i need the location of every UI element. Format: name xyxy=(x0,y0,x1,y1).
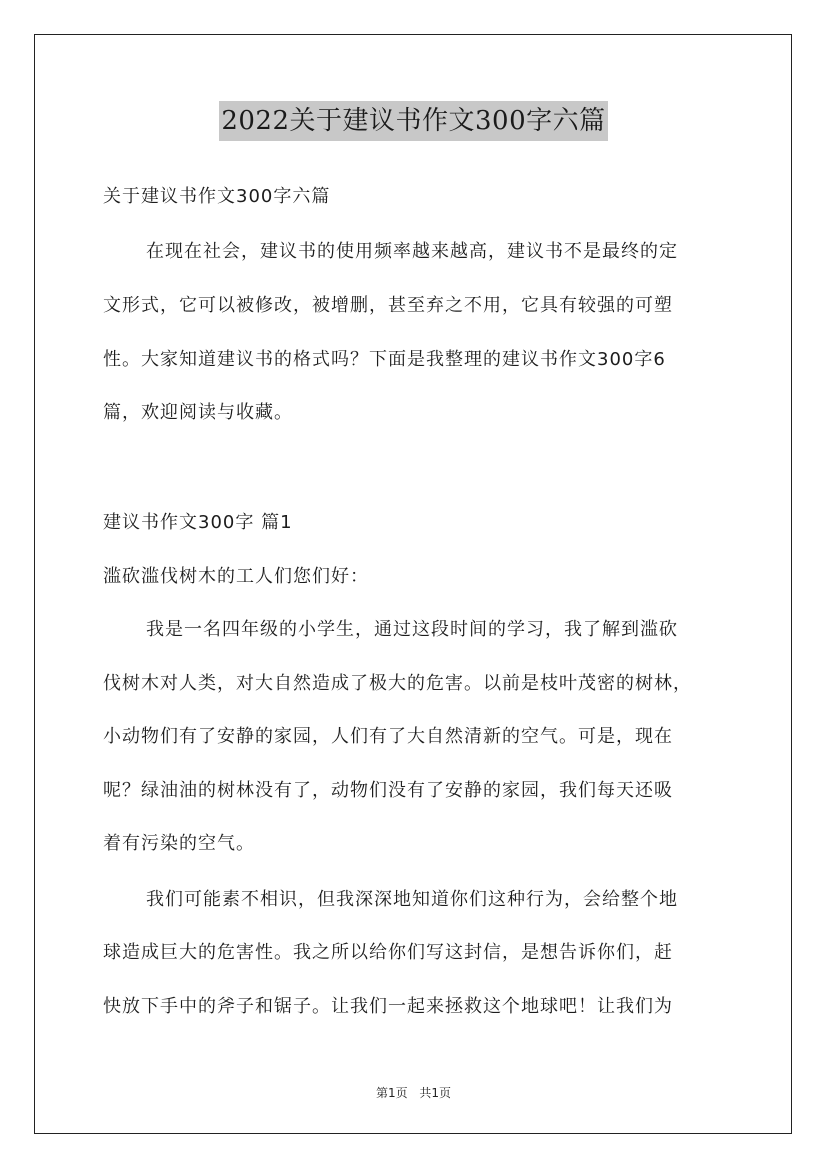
document-subtitle: 关于建议书作文300字六篇 xyxy=(103,186,331,207)
document-title: 2022关于建议书作文300字六篇 xyxy=(219,101,607,141)
intro-line: 性。大家知道建议书的格式吗？下面是我整理的建议书作文300字6 xyxy=(103,349,666,370)
page-total: 共1页 xyxy=(419,1086,452,1100)
section-heading: 建议书作文300字 篇1 xyxy=(103,512,293,533)
page-footer xyxy=(0,1084,827,1101)
intro-line: 篇，欢迎阅读与收藏。 xyxy=(103,402,293,423)
paragraph2-line: 快放下手中的斧子和锯子。让我们一起来拯救这个地球吧！让我们为 xyxy=(103,996,673,1017)
document-title-container xyxy=(0,101,827,141)
intro-line: 在现在社会，建议书的使用频率越来越高，建议书不是最终的定 xyxy=(146,241,678,262)
intro-line: 文形式，它可以被修改，被增删，甚至弃之不用，它具有较强的可塑 xyxy=(103,295,673,316)
paragraph1-line: 着有污染的空气。 xyxy=(103,833,255,854)
salutation: 滥砍滥伐树木的工人们您们好： xyxy=(103,566,369,587)
page-number: 第1页 xyxy=(375,1086,408,1100)
paragraph1-line: 伐树木对人类，对大自然造成了极大的危害。以前是枝叶茂密的树林， xyxy=(103,673,692,694)
paragraph2-line: 我们可能素不相识，但我深深地知道你们这种行为，会给整个地 xyxy=(146,889,678,910)
paragraph2-line: 球造成巨大的危害性。我之所以给你们写这封信，是想告诉你们，赶 xyxy=(103,942,673,963)
paragraph1-line: 我是一名四年级的小学生，通过这段时间的学习，我了解到滥砍 xyxy=(146,619,678,640)
paragraph1-line: 呢？绿油油的树林没有了，动物们没有了安静的家园，我们每天还吸 xyxy=(103,780,673,801)
paragraph1-line: 小动物们有了安静的家园，人们有了大自然清新的空气。可是，现在 xyxy=(103,726,673,747)
